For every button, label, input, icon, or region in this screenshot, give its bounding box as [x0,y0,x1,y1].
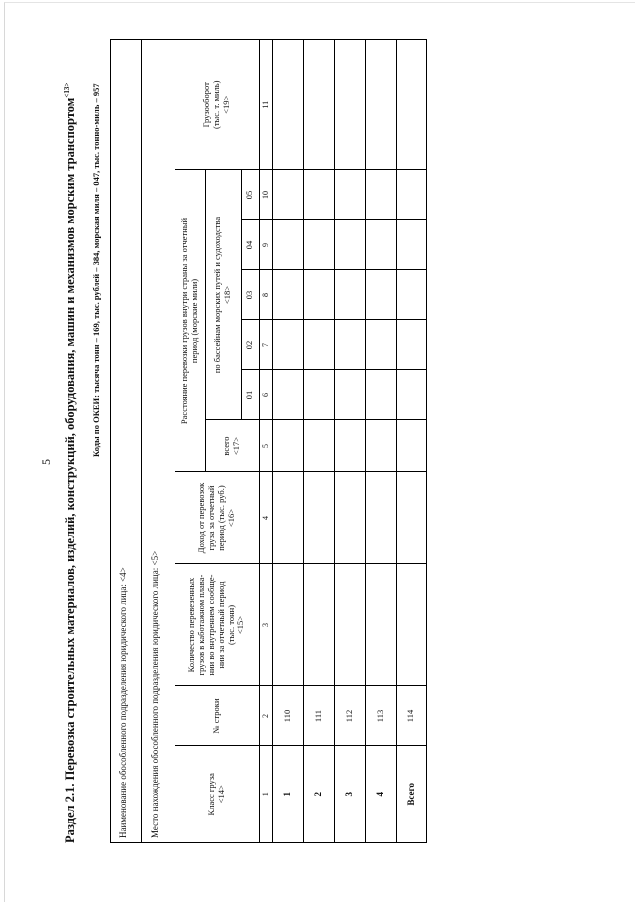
column-number: 5 [259,420,272,472]
header-distance: Расстояние перевозки грузов внутри страны за отчетный период (морские мили) [175,170,205,472]
column-number: 10 [259,170,272,220]
data-cell[interactable] [365,472,396,564]
data-cell[interactable] [365,40,396,170]
data-cell[interactable] [396,40,426,170]
column-number: 4 [259,472,272,564]
data-cell[interactable] [396,270,426,320]
data-cell[interactable] [272,564,303,686]
table-row [334,40,365,842]
data-cell[interactable] [272,170,303,220]
table-row-total [396,40,426,842]
column-number: 3 [259,564,272,686]
subdivision-name-field: Наименование обособленного подразделения юридического лица: <4> [118,567,128,838]
data-cell[interactable] [396,170,426,220]
data-cell[interactable] [334,420,365,472]
data-cell[interactable] [334,370,365,420]
data-cell[interactable] [334,320,365,370]
row-number-cell: 114 [396,686,426,746]
data-cell[interactable] [396,564,426,686]
data-cell[interactable] [365,170,396,220]
data-cell[interactable] [272,220,303,270]
data-cell[interactable] [365,370,396,420]
column-number: 7 [259,320,272,370]
data-cell[interactable] [303,564,334,686]
column-number: 1 [259,746,272,842]
data-cell[interactable] [334,270,365,320]
column-number: 11 [259,40,272,170]
header-distance-total: всего <17> [205,420,259,472]
section-title-note: <13> [63,82,71,98]
data-cell[interactable] [334,220,365,270]
data-cell[interactable] [303,472,334,564]
data-cell[interactable] [334,170,365,220]
field-divider [141,40,142,842]
header-basin-01: 01 [241,370,259,420]
table-row [365,40,396,842]
data-cell[interactable] [396,320,426,370]
header-income: Доход от перевозок груза за отчетный период (тыс. руб.) <16> [175,472,259,564]
column-numbers-row [259,40,272,842]
header-turnover: Грузооборот (тыс. т. миль) <19> [175,40,259,170]
data-cell[interactable] [303,170,334,220]
section-title [63,83,78,843]
header-row-number: № строки [175,686,259,746]
data-cell[interactable] [365,420,396,472]
data-cell[interactable] [365,564,396,686]
page-number: 5 [39,459,53,465]
header-basins: по бассейнам морских путей и судоходства <18> [205,170,241,420]
data-cell[interactable] [334,564,365,686]
data-cell[interactable] [365,320,396,370]
row-number-cell: 111 [303,686,334,746]
data-cell[interactable] [334,40,365,170]
table-row [303,40,334,842]
data-cell[interactable] [272,270,303,320]
data-cell[interactable] [303,370,334,420]
column-number: 8 [259,270,272,320]
data-cell[interactable] [272,320,303,370]
data-cell[interactable] [303,270,334,320]
cargo-class-cell: 1 [272,746,303,842]
header-basin-02: 02 [241,320,259,370]
row-number-cell: 110 [272,686,303,746]
cargo-class-cell: 2 [303,746,334,842]
data-cell[interactable] [396,420,426,472]
data-cell[interactable] [272,40,303,170]
column-number: 9 [259,220,272,270]
header-basin-04: 04 [241,220,259,270]
data-cell[interactable] [334,472,365,564]
data-cell[interactable] [303,320,334,370]
cargo-class-cell: 3 [334,746,365,842]
subdivision-location-field: Место нахождения обособленного подразделения юридического лица: <5> [150,550,160,838]
okei-codes: Коды по ОКЕИ: тысяча тонн – 169, тыс. рублей – 384, морская миля – 047, тыс. тонно-миль – 957 [91,83,101,457]
header-cargo-class: Класс груза <14> [175,746,259,842]
data-cell[interactable] [396,370,426,420]
data-cell[interactable] [365,220,396,270]
cargo-table [175,40,426,842]
header-basin-05: 05 [241,170,259,220]
data-cell[interactable] [396,220,426,270]
table-row [272,40,303,842]
data-cell[interactable] [272,472,303,564]
row-number-cell: 113 [365,686,396,746]
cargo-class-cell: 4 [365,746,396,842]
header-cabotage-quantity: Количество перевезенных грузов в каботажном плава- нии во внутреннем сообще- нии за отчетный период (тыс. тонн) <15> [175,564,259,686]
column-number: 6 [259,370,272,420]
data-cell[interactable] [303,220,334,270]
data-cell[interactable] [396,472,426,564]
data-cell[interactable] [303,40,334,170]
data-cell[interactable] [272,370,303,420]
form-frame [110,39,427,843]
cargo-class-cell: Всего [396,746,426,842]
column-number: 2 [259,686,272,746]
data-cell[interactable] [272,420,303,472]
data-cell[interactable] [365,270,396,320]
data-cell[interactable] [303,420,334,472]
section-title-text: Раздел 2.1. Перевозка строительных материалов, изделий, конструкций, оборудования, машин и механизмов морским транспортом [63,97,78,843]
row-number-cell: 112 [334,686,365,746]
header-basin-03: 03 [241,270,259,320]
